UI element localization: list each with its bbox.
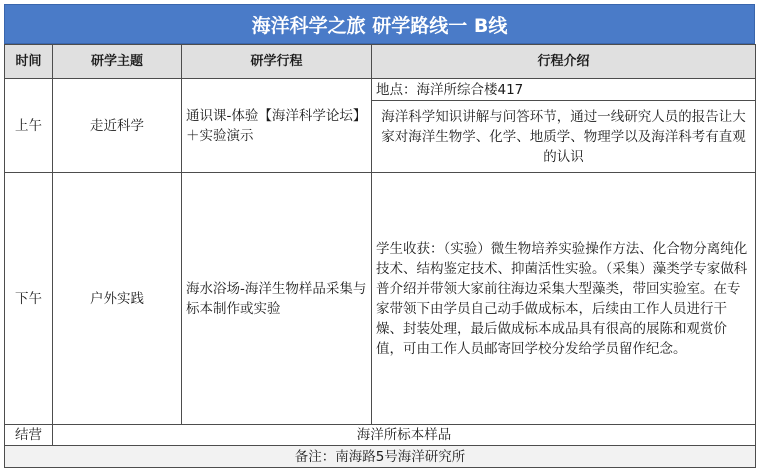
header-theme: 研学主题 (53, 45, 182, 79)
table-row (5, 446, 756, 468)
afternoon-intro: 学生收获：（实验）微生物培养实验操作方法、化合物分离纯化技术、结构鉴定技术、抑菌活性实验。（采集）藻类学专家做科普介绍并带领大家前往海边采集大型藻类，带回实验室。在专家带领下由学员自己动手做成标本，后续由工作人员进行干燥、封装处理，最后做成标本成品具有很高的展陈和观赏价值，可由工作人员邮寄回学校分发给学员留作纪念。 (372, 173, 756, 425)
table-row (5, 425, 756, 446)
morning-location: 地点：海洋所综合楼417 (372, 79, 756, 101)
morning-intro: 海洋科学知识讲解与问答环节，通过一线研究人员的报告让大家对海洋生物学、化学、地质学、物理学以及海洋科考有直观的认识 (372, 101, 756, 173)
morning-time: 上午 (5, 79, 53, 173)
afternoon-theme: 户外实践 (53, 173, 182, 425)
header-intro: 行程介绍 (372, 45, 756, 79)
itinerary-table (4, 44, 756, 468)
morning-theme: 走近科学 (53, 79, 182, 173)
header-time: 时间 (5, 45, 53, 79)
closing-time: 结营 (5, 425, 53, 446)
table-row (5, 79, 756, 101)
afternoon-time: 下午 (5, 173, 53, 425)
page-title: 海洋科学之旅 研学路线一 B线 (4, 4, 755, 44)
header-row (5, 45, 756, 79)
morning-schedule: 通识课-体验【海洋科学论坛】＋实验演示 (182, 79, 372, 173)
closing-content: 海洋所标本样品 (53, 425, 756, 446)
afternoon-schedule: 海水浴场-海洋生物样品采集与标本制作或实验 (182, 173, 372, 425)
header-schedule: 研学行程 (182, 45, 372, 79)
note: 备注：南海路5号海洋研究所 (5, 446, 756, 468)
table-row (5, 173, 756, 425)
